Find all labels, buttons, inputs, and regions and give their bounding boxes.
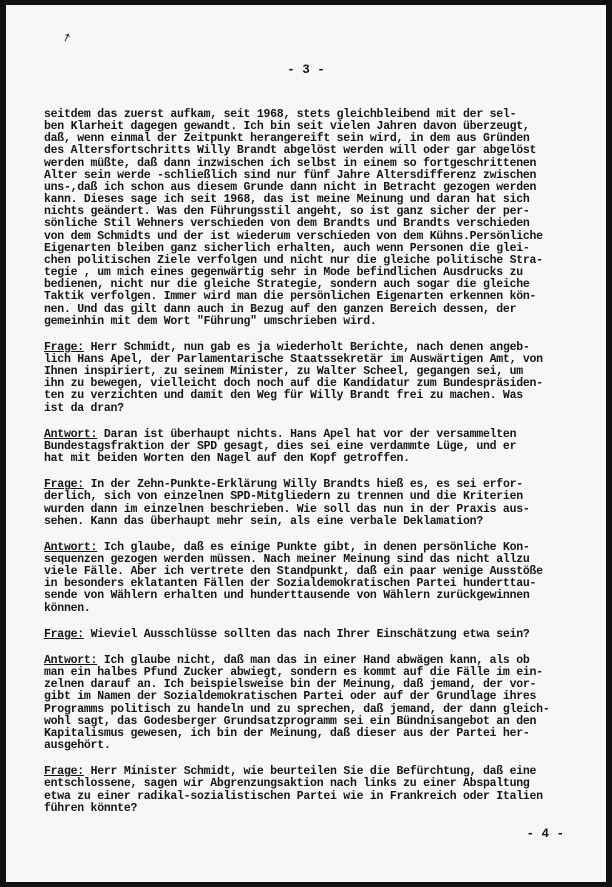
- speaker-label: Frage:: [44, 765, 84, 779]
- paragraph-text: Herr Schmidt, nun gab es ja wiederholt Berichte, nach denen angeb- lich Hans Apel, der Parlamentarische Staatssekretär im Auswärtigen Amt, von Ihnen inspiriert, zu seinem Minister, zu Walter Scheel, gegangen sei, um ihn zu bewegen, vielleicht doch noch auf die Kandidatur zum Bundespräsiden- ten zu verzichten und damit den Weg für Willy Brandt frei zu machen. Was ist da dran?: [44, 340, 543, 415]
- speaker-label: Antwort:: [44, 653, 98, 667]
- paragraph-text: Ich glaube nicht, daß man das in einer Hand abwägen kann, als ob man ein halbes Pfund Zucker abwiegt, sondern es kommt auf die Fälle im ein- zelnen darauf an. Ich beispielsweise bin der Meinung, daß jemand, der vor- gibt im Namen der Sozialdemokratischen Partei oder auf der Grundlage ihres Programms politisch zu handeln und zu sprechen, daß jemand, der dann gleich- wohl sagt, das Godesberger Grundsatzprogramm sei ein Bündnisangebot an den Kapitalismus gewesen, ich bin der Meinung, daß dieser aus der Partei her- ausgehört.: [44, 653, 550, 753]
- paragraph-5: [44, 542, 580, 615]
- paragraph-text: In der Zehn-Punkte-Erklärung Willy Brandts hieß es, es sei erfor- derlich, sich von einzelnen SPD-Mitgliedern zu trennen und die Kriterien wurden dann im einzelnen beschrieben. Wie soll das nun in der Praxis aus- sehen. Kann das überhaupt mehr sein, als eine verbale Deklamation?: [44, 478, 530, 528]
- paragraph-text: Wieviel Ausschlüsse sollten das nach Ihrer Einschätzung etwa sein?: [83, 627, 530, 641]
- paragraph-8: [44, 766, 580, 815]
- speaker-label: Antwort:: [44, 540, 98, 554]
- speaker-label: Frage:: [44, 627, 84, 641]
- paragraph-text: seitdem das zuerst aufkam, seit 1968, stets gleichbleibend mit der sel- ben Klarheit dagegen gewandt. Ich bin seit vielen Jahren davon überzeugt, daß, wenn einmal der Zeitpunkt herangereift sein wird, in dem aus Gründen des Altersfortschritts Willy Brandt abgelöst werden will oder gar abgelöst werden müßte, daß dann inzwischen ich selbst in einem so fortgeschrittenen Alter sein werde -schließlich sind nur fünf Jahre Altersdifferenz zwischen uns-,daß ich schon aus diesem Grunde dann nicht in Betracht gezogen werden kann. Dieses sage ich seit 1968, das ist meine Meinung und daran hat sich nichts geändert. Was den Führungsstil angeht, so ist ganz sicher der per- sönliche Stil Wehners verschieden von dem Brandts und Brandts verschieden von dem Schmidts und der ist wiederum verschieden von dem Kühns.Persönliche Eigenarten bleiben ganz sicherlich erhalten, auch wenn Personen die glei- chen politischen Ziele verfolgen und nicht nur die gleiche politische Stra- tegie , um mich eines gegenwärtig sehr in Mode befindlichen Ausdrucks zu bedienen, nicht nur die gleiche Strategie, sondern auch sogar die gleiche Taktik verfolgen. Immer wird man die persönlichen Eigenarten erkennen kön- nen. Und das gilt dann auch in Bezug auf den ganzen Bereich dessen, der gemeinhin mit dem Wort "Führung" umschrieben wird.: [44, 108, 543, 328]
- page-number: - 3 -: [287, 63, 325, 77]
- paragraph-7: [44, 655, 580, 752]
- paragraph-3: [44, 429, 580, 465]
- paragraph-2: [44, 342, 580, 415]
- pen-mark-icon: ↗: [60, 29, 74, 46]
- speaker-label: Frage:: [44, 478, 84, 492]
- paragraph-text: Herr Minister Schmidt, wie beurteilen Sie die Befürchtung, daß eine entschlossene, sagen wir Abgrenzungsaktion nach links zu einer Abspaltung etwa zu einer radikal-sozialistischen Partei wie in Frankreich oder Italien führen könnte?: [44, 765, 543, 815]
- paragraph-4: [44, 479, 580, 528]
- next-page-marker: - 4 -: [526, 827, 564, 841]
- paragraph-1: [44, 109, 580, 328]
- paragraph-text: Ich glaube, daß es einige Punkte gibt, in denen persönliche Kon- sequenzen gezogen werden müssen. Nach meiner Meinung sind das nicht allzu viele Fälle. Aber ich vertrete den Standpunkt, daß ein paar wenige Ausstöße in besonders eklatanten Fällen der Sozialdemokratischen Partei hunderttau- sende von Wählern erhalten und hunderttausende von Wählern zurückgewinnen können.: [44, 540, 543, 615]
- speaker-label: Frage:: [44, 340, 84, 354]
- speaker-label: Antwort:: [44, 427, 98, 441]
- paragraph-text: Daran ist überhaupt nichts. Hans Apel hat vor der versammelten Bundestagsfraktion der SPD gesagt, dies sei eine verdammte Lüge, und er hat mit beiden Worten den Nagel auf den Kopf getroffen.: [44, 427, 517, 466]
- document-page: [6, 5, 606, 882]
- document-body: [44, 109, 580, 829]
- paragraph-6: [44, 629, 580, 641]
